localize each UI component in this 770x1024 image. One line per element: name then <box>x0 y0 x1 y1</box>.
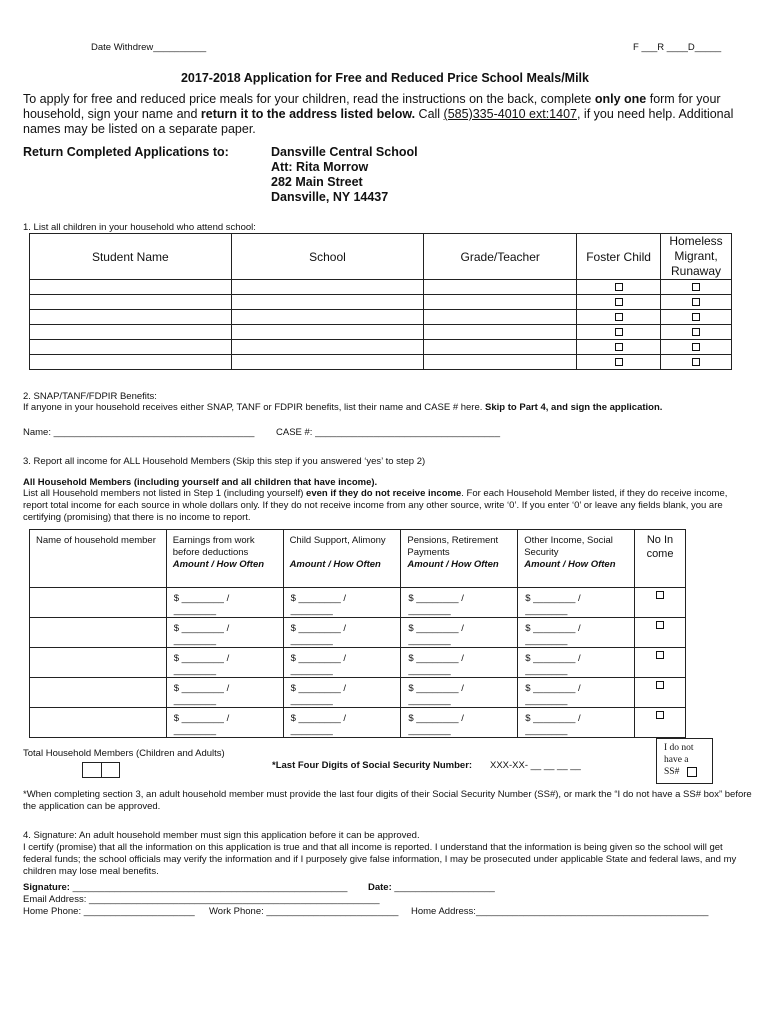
grade-cell[interactable] <box>424 310 577 325</box>
pensions-entry[interactable]: $ ________ / ________ <box>401 648 518 678</box>
section3-instructions: List all Household members not listed in Step 1 (including yourself) even if they do not receive income. For each Household Member listed, if they do receive income, report total income for each source in whole dollars only. If they do not receive income from any other source, write ‘0’. If you enter ‘0’ or leave any fields blank, you are certifying (promising) that there is no income to report. <box>23 488 728 523</box>
child-support-entry[interactable]: $ ________ / ________ <box>283 648 401 678</box>
total-members-box[interactable] <box>82 762 120 778</box>
section2-text: If anyone in your household receives either SNAP, TANF or FDPIR benefits, list their name and CASE # here. Skip to Part 4, and sign the application. <box>23 402 663 413</box>
section3-heading: All Household Members (including yourself and all children that have income). <box>23 477 378 488</box>
no-ssn-label: I do not have a SS# <box>664 743 694 777</box>
intro-paragraph: To apply for free and reduced price meals for your children, read the instructions on the back, complete only one form for your household, sign your name and return it to the address listed below. Call (585)335-4010 ext:1407, if you need help. Additional names may be listed on a separate paper. <box>23 92 734 136</box>
frd-codes[interactable]: F ___R ____D_____ <box>633 42 722 53</box>
no-income-checkbox[interactable] <box>656 591 664 599</box>
children-table <box>29 233 732 370</box>
student-name-cell[interactable] <box>30 340 232 355</box>
grade-cell[interactable] <box>424 325 577 340</box>
member-name-cell[interactable] <box>30 618 167 648</box>
work-phone-field[interactable]: Work Phone: _________________________ <box>209 906 399 917</box>
no-income-checkbox[interactable] <box>656 651 664 659</box>
child-support-entry[interactable]: $ ________ / ________ <box>283 678 401 708</box>
school-cell[interactable] <box>231 295 424 310</box>
child-support-entry[interactable]: $ ________ / ________ <box>283 588 401 618</box>
member-name-cell[interactable] <box>30 708 167 738</box>
grade-cell[interactable] <box>424 295 577 310</box>
student-name-cell[interactable] <box>30 325 232 340</box>
ssn-note: *When completing section 3, an adult household member must provide the last four digits of their Social Security Number (SS#), or mark the “I do not have a SS# box” before the application can be approved. <box>23 789 752 812</box>
earnings-entry[interactable]: $ ________ / ________ <box>166 708 283 738</box>
other-income-entry[interactable]: $ ________ / ________ <box>518 588 635 618</box>
section1-label: 1. List all children in your household who attend school: <box>23 222 256 233</box>
earnings-entry[interactable]: $ ________ / ________ <box>166 648 283 678</box>
other-income-entry[interactable]: $ ________ / ________ <box>518 678 635 708</box>
homeless-checkbox[interactable] <box>692 298 700 306</box>
header-earnings: Earnings from work before deductions Amount / How Often <box>166 530 283 588</box>
home-phone-field[interactable]: Home Phone: _____________________ <box>23 906 195 917</box>
school-cell[interactable] <box>231 280 424 295</box>
student-name-cell[interactable] <box>30 295 232 310</box>
school-cell[interactable] <box>231 355 424 370</box>
no-ssn-checkbox[interactable] <box>687 767 697 777</box>
section2-label: 2. SNAP/TANF/FDPIR Benefits: <box>23 391 157 402</box>
earnings-entry[interactable]: $ ________ / ________ <box>166 678 283 708</box>
pensions-entry[interactable]: $ ________ / ________ <box>401 618 518 648</box>
other-income-entry[interactable]: $ ________ / ________ <box>518 708 635 738</box>
ssn-label: *Last Four Digits of Social Security Number: <box>272 760 473 771</box>
homeless-checkbox[interactable] <box>692 313 700 321</box>
foster-checkbox[interactable] <box>615 343 623 351</box>
student-name-cell[interactable] <box>30 355 232 370</box>
date-withdrew-field[interactable]: Date Withdrew__________ <box>91 42 207 53</box>
foster-checkbox[interactable] <box>615 298 623 306</box>
member-name-cell[interactable] <box>30 588 167 618</box>
homeless-checkbox[interactable] <box>692 358 700 366</box>
return-address: Dansville Central School Att: Rita Morrow 282 Main Street Dansville, NY 14437 <box>271 145 418 204</box>
grade-cell[interactable] <box>424 355 577 370</box>
other-income-entry[interactable]: $ ________ / ________ <box>518 618 635 648</box>
pensions-entry[interactable]: $ ________ / ________ <box>401 678 518 708</box>
foster-checkbox[interactable] <box>615 358 623 366</box>
header-pensions: Pensions, Retirement Payments Amount / How Often <box>401 530 518 588</box>
case-number-field[interactable]: CASE #: ___________________________________ <box>276 427 500 438</box>
header-grade-teacher: Grade/Teacher <box>424 234 577 280</box>
foster-checkbox[interactable] <box>615 283 623 291</box>
header-member: Name of household member <box>30 530 167 588</box>
pensions-entry[interactable]: $ ________ / ________ <box>401 588 518 618</box>
member-name-cell[interactable] <box>30 648 167 678</box>
section4-label: 4. Signature: An adult household member must sign this application before it can be approved. <box>23 830 420 841</box>
school-cell[interactable] <box>231 340 424 355</box>
child-support-entry[interactable]: $ ________ / ________ <box>283 618 401 648</box>
earnings-entry[interactable]: $ ________ / ________ <box>166 618 283 648</box>
earnings-entry[interactable]: $ ________ / ________ <box>166 588 283 618</box>
student-name-cell[interactable] <box>30 310 232 325</box>
date-field[interactable]: Date: ___________________ <box>368 882 495 893</box>
header-child-support: Child Support, Alimony Amount / How Often <box>283 530 401 588</box>
return-label: Return Completed Applications to: <box>23 145 229 159</box>
home-address-field[interactable]: Home Address:____________________________________________ <box>411 906 709 917</box>
total-members-label: Total Household Members (Children and Adults) <box>23 748 225 759</box>
homeless-checkbox[interactable] <box>692 343 700 351</box>
member-name-cell[interactable] <box>30 678 167 708</box>
pensions-entry[interactable]: $ ________ / ________ <box>401 708 518 738</box>
page-title: 2017-2018 Application for Free and Reduced Price School Meals/Milk <box>180 71 589 85</box>
header-foster-child: Foster Child <box>577 234 661 280</box>
no-income-checkbox[interactable] <box>656 621 664 629</box>
school-cell[interactable] <box>231 325 424 340</box>
homeless-checkbox[interactable] <box>692 328 700 336</box>
student-name-cell[interactable] <box>30 280 232 295</box>
income-table <box>29 529 686 738</box>
grade-cell[interactable] <box>424 340 577 355</box>
foster-checkbox[interactable] <box>615 313 623 321</box>
header-student-name: Student Name <box>30 234 232 280</box>
grade-cell[interactable] <box>424 280 577 295</box>
help-phone-link[interactable]: (585)335-4010 ext:1407 <box>443 107 577 121</box>
certification-text: I certify (promise) that all the information on this application is true and that all income is reported. I understand that the information is being given so the school will get federal funds; the school officials may verify the information and if I purposely give false information, I may be prosecuted under applicable State and federal laws, and my children may lose meal benefits. <box>23 842 737 877</box>
header-other-income: Other Income, Social Security Amount / How Often <box>518 530 635 588</box>
header-no-income: No Income <box>635 530 686 588</box>
header-school: School <box>231 234 424 280</box>
school-cell[interactable] <box>231 310 424 325</box>
header-homeless: Homeless Migrant, Runaway <box>661 234 732 280</box>
child-support-entry[interactable]: $ ________ / ________ <box>283 708 401 738</box>
snap-name-field[interactable]: Name: ______________________________________ <box>23 427 255 438</box>
signature-field[interactable]: Signature: ____________________________________________________ <box>23 882 348 893</box>
no-ssn-box <box>656 738 713 784</box>
section3-label: 3. Report all income for ALL Household Members (Skip this step if you answered ‘yes’ to step 2) <box>23 456 426 467</box>
other-income-entry[interactable]: $ ________ / ________ <box>518 648 635 678</box>
foster-checkbox[interactable] <box>615 328 623 336</box>
homeless-checkbox[interactable] <box>692 283 700 291</box>
no-income-checkbox[interactable] <box>656 711 664 719</box>
no-income-checkbox[interactable] <box>656 681 664 689</box>
email-field[interactable]: Email Address: _______________________________________________________ <box>23 894 380 905</box>
ssn-field[interactable]: XXX-XX- __ __ __ __ <box>490 760 581 771</box>
